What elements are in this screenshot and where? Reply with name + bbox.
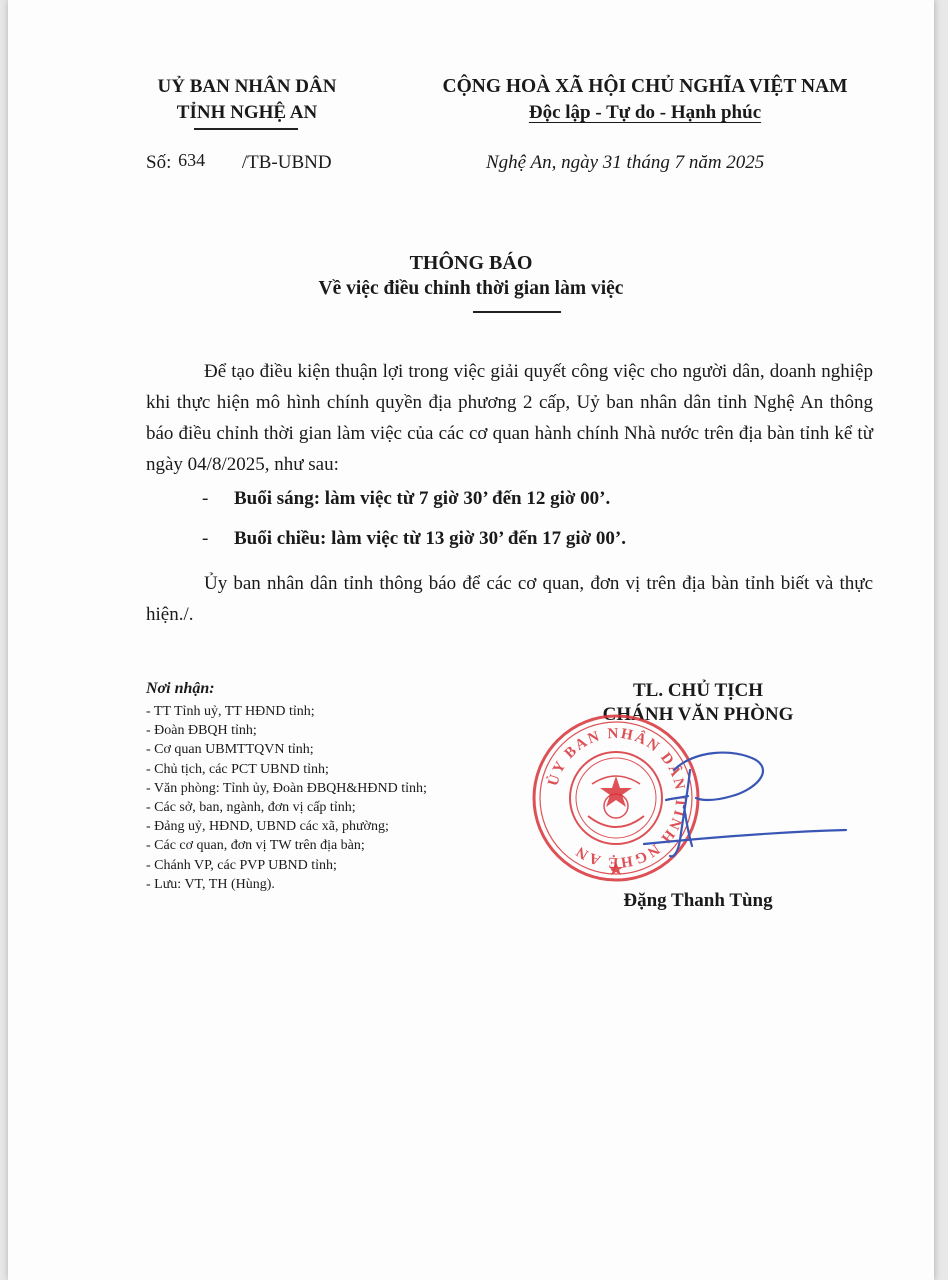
recipient-item: - TT Tỉnh uỷ, TT HĐND tỉnh;	[146, 704, 315, 719]
document-title: THÔNG BÁO	[409, 252, 533, 274]
recipients-heading: Nơi nhận:	[146, 680, 215, 697]
signatory-position: CHÁNH VĂN PHÒNG	[602, 704, 794, 725]
recipient-item: - Các cơ quan, đơn vị TW trên địa bàn;	[146, 838, 365, 854]
recipient-item: - Đảng uỷ, HĐND, UBND các xã, phường;	[146, 819, 389, 835]
schedule-item-afternoon	[202, 528, 626, 550]
recipient-item: - Chủ tịch, các PCT UBND tỉnh;	[146, 761, 329, 777]
org-underline	[194, 128, 298, 130]
document-subtitle: Về việc điều chỉnh thời gian làm việc	[318, 278, 624, 299]
document-page	[8, 0, 934, 1280]
national-motto-text: Độc lập - Tự do - Hạnh phúc	[528, 102, 762, 123]
issuing-org-line1: UỶ BAN NHÂN DÂN	[157, 76, 337, 97]
recipient-item: - Chánh VP, các PVP UBND tỉnh;	[146, 857, 337, 873]
schedule-item-morning	[202, 488, 610, 510]
national-title: CỘNG HOÀ XÃ HỘI CHỦ NGHĨA VIỆT NAM	[442, 76, 848, 97]
issuing-org-line2: TỈNH NGHỆ AN	[176, 102, 318, 123]
signatory-authority: TL. CHỦ TỊCH	[632, 680, 764, 701]
closing-paragraph: Ủy ban nhân dân tỉnh thông báo để các cơ quan, đơn vị trên địa bàn tỉnh biết và thực hiện./.	[146, 573, 873, 625]
place-and-date: Nghệ An, ngày 31 tháng 7 năm 2025	[486, 152, 765, 173]
recipient-item: - Cơ quan UBMTTQVN tỉnh;	[146, 742, 314, 758]
recipients-list	[146, 702, 427, 894]
document-number-prefix: Số:	[146, 152, 172, 173]
document-number-suffix: /TB-UBND	[241, 152, 332, 173]
recipient-item: - Đoàn ĐBQH tỉnh;	[146, 723, 257, 739]
document-number-value: 634	[178, 150, 206, 170]
recipient-item: - Văn phòng: Tỉnh ủy, Đoàn ĐBQH&HĐND tỉnh;	[146, 780, 427, 796]
recipient-item: - Lưu: VT, TH (Hùng).	[146, 876, 275, 892]
intro-paragraph: Để tạo điều kiện thuận lợi trong việc giải quyết công việc cho người dân, doanh nghiệp khi thực hiện mô hình chính quyền địa phương 2 cấp, Uỷ ban nhân dân tỉnh Nghệ An thông báo điều chỉnh thời gian làm việc của các cơ quan hành chính Nhà nước trên địa bàn tỉnh kể từ ngày 04/8/2025, như sau:	[146, 361, 873, 475]
bullet-dash: -	[202, 488, 209, 509]
seal-text: ỦY BAN NHÂN DÂN TỈNH NGHỆ AN	[545, 725, 689, 871]
bullet-dash: -	[202, 528, 209, 549]
signer-name: Đặng Thanh Tùng	[623, 890, 773, 911]
recipient-item: - Các sở, ban, ngành, đơn vị cấp tỉnh;	[146, 800, 356, 816]
document-number	[146, 152, 332, 174]
schedule-item-afternoon-text: Buổi chiều: làm việc từ 13 giờ 30’ đến 17 giờ 00’.	[234, 528, 627, 549]
national-motto	[420, 102, 870, 124]
subtitle-underline	[473, 311, 561, 313]
schedule-item-morning-text: Buổi sáng: làm việc từ 7 giờ 30’ đến 12 giờ 00’.	[234, 488, 611, 509]
handwritten-signature-icon	[614, 740, 854, 870]
